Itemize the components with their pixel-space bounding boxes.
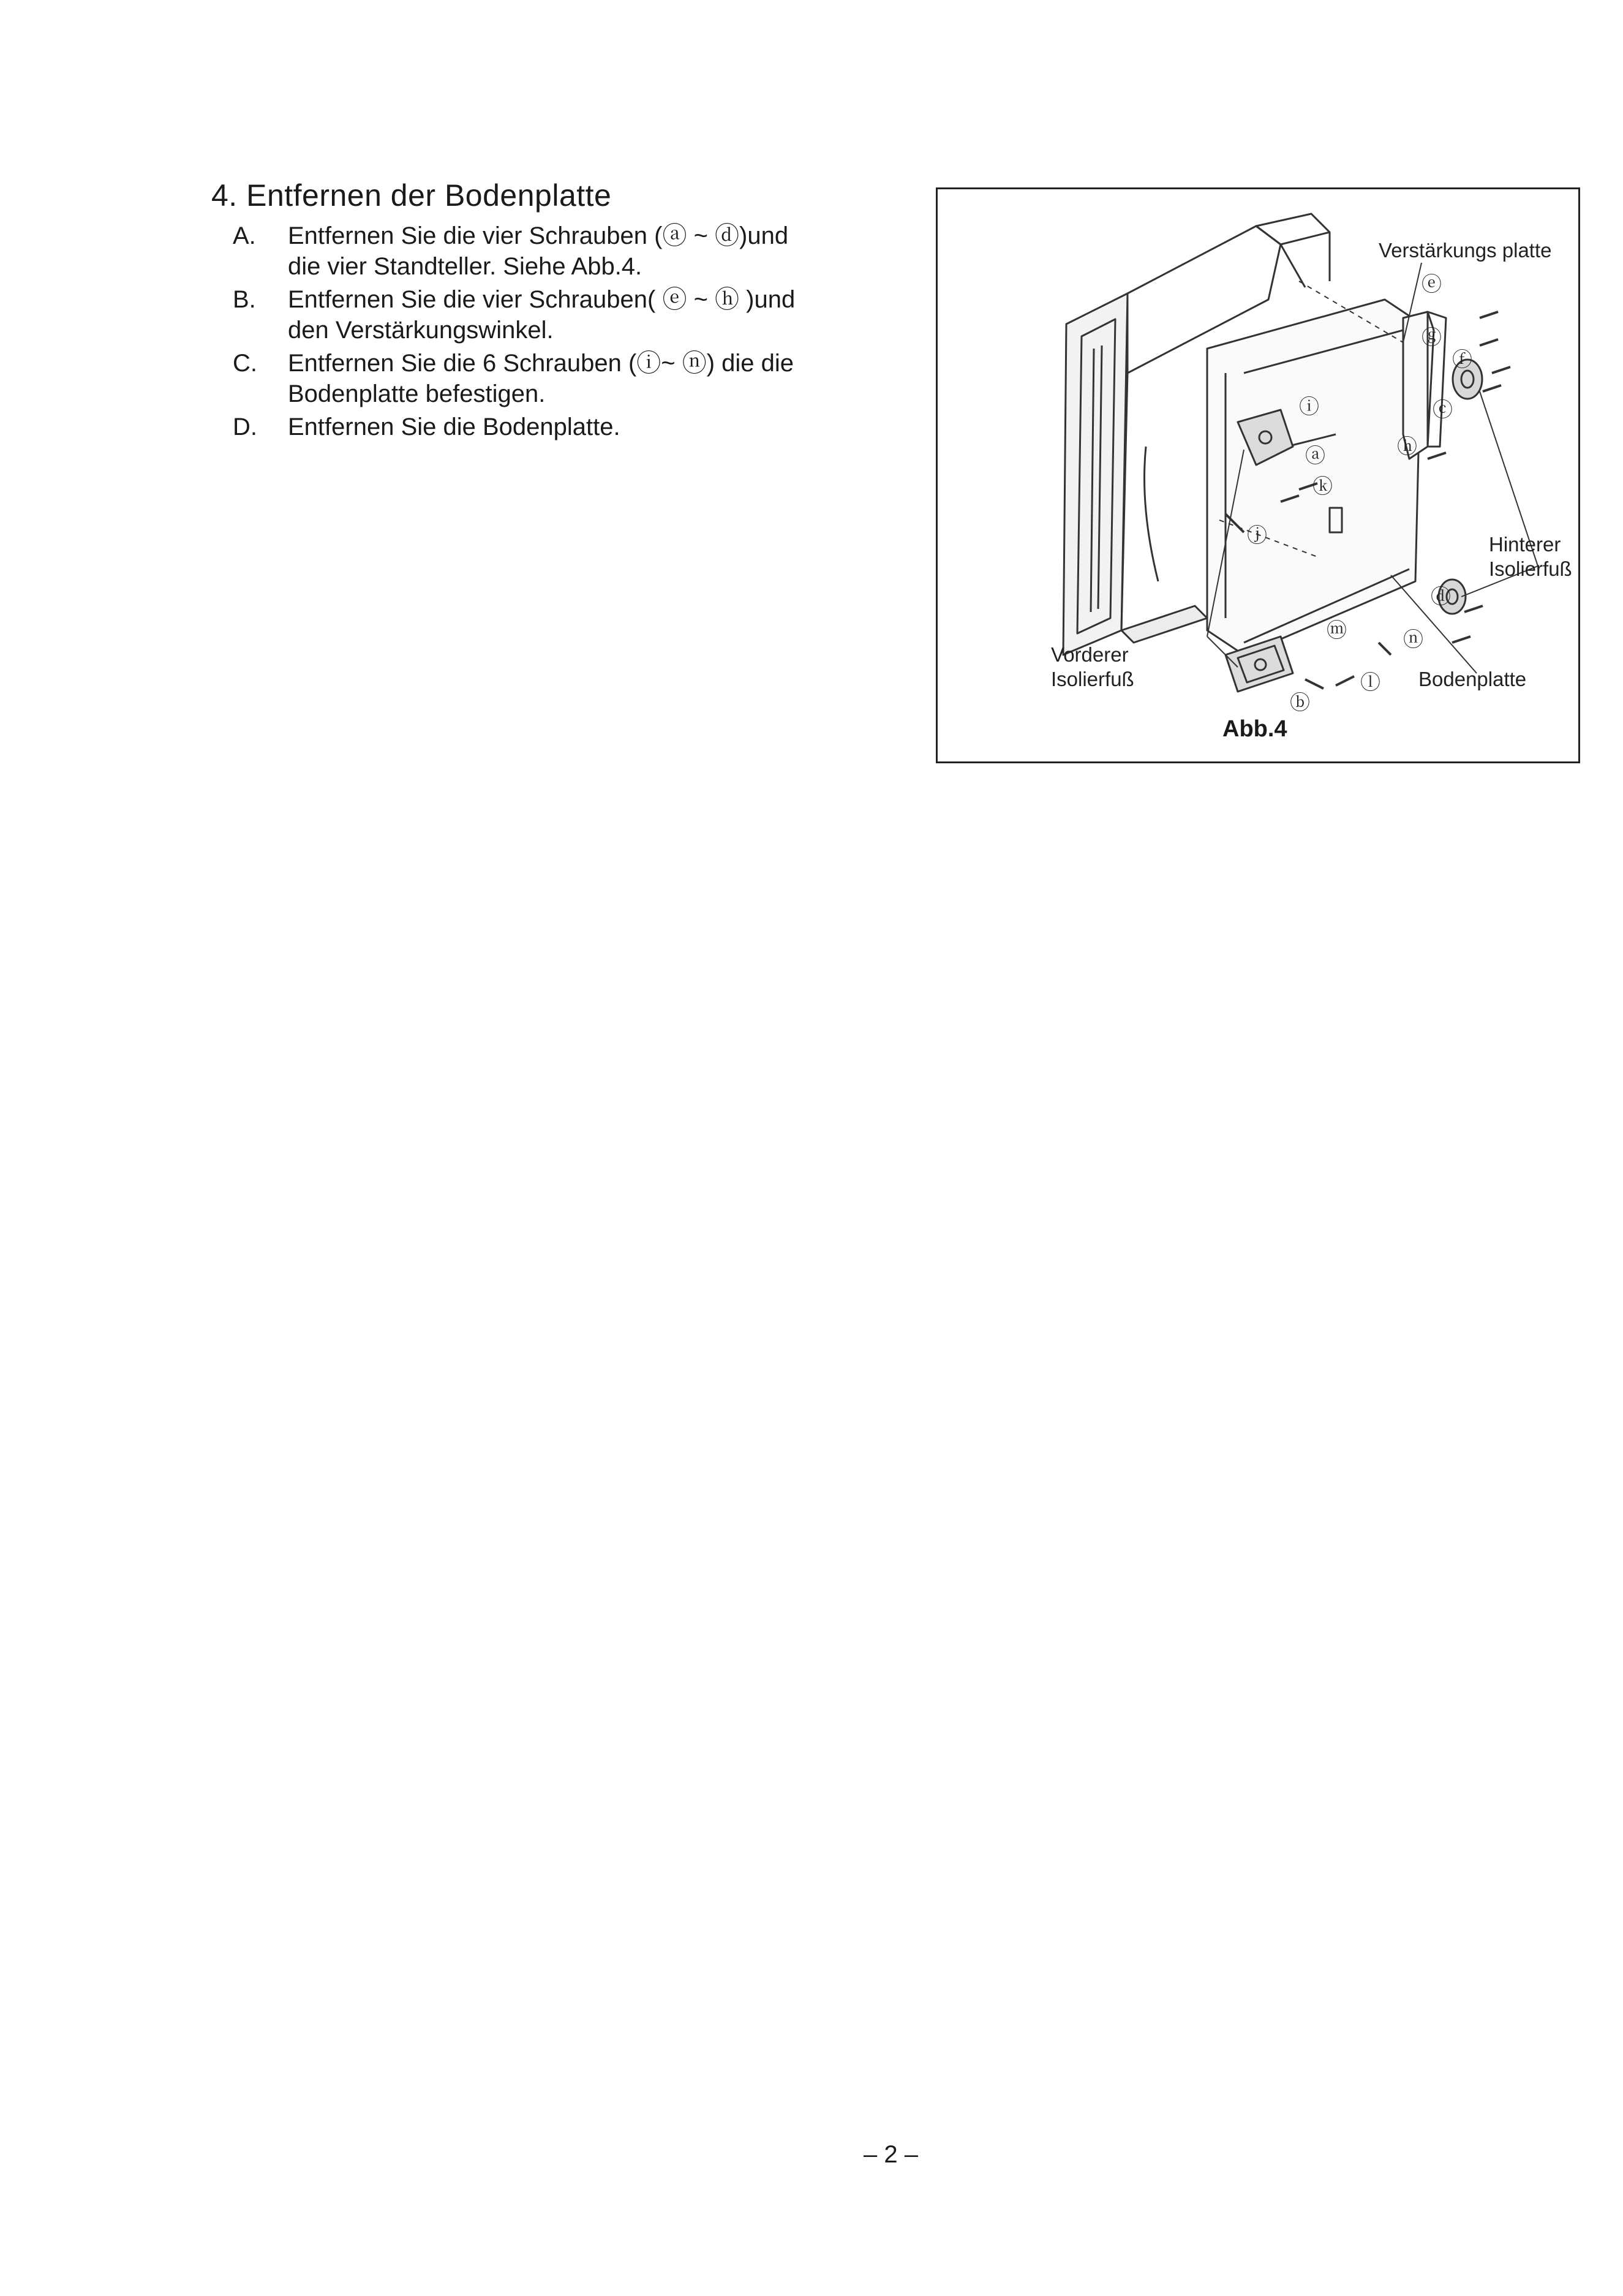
callout-g: ⓖ (1422, 325, 1442, 349)
step-letter: C. (233, 350, 257, 377)
instruction-list (233, 221, 882, 445)
callout-a: ⓐ (1305, 444, 1325, 467)
step-text: die vier Standteller. Siehe Abb.4. (288, 253, 642, 280)
callout-d: ⓓ (1431, 584, 1451, 608)
step-a (233, 221, 882, 282)
callout-h: ⓗ (1397, 434, 1417, 458)
label-vorderer: Vorderer (1051, 643, 1129, 666)
callout-m: ⓜ (1327, 618, 1347, 642)
label-vorderer-isolierfuss: Isolierfuß (1051, 668, 1134, 690)
step-text: Entfernen Sie die vier Schrauben( ⓔ ~ ⓗ )und (288, 286, 796, 313)
step-letter: A. (233, 222, 256, 249)
callout-i: ⓘ (1299, 395, 1319, 418)
step-text: Bodenplatte befestigen. (288, 380, 546, 407)
callout-k: ⓚ (1312, 474, 1333, 498)
step-text: Entfernen Sie die vier Schrauben (ⓐ ~ ⓓ)und (288, 222, 789, 249)
section-title: 4. Entfernen der Bodenplatte (211, 178, 612, 213)
step-text: Entfernen Sie die 6 Schrauben (ⓘ~ ⓝ) die die (288, 350, 794, 377)
callout-f: ⓕ (1452, 347, 1472, 371)
figure-caption: Abb.4 (1222, 716, 1287, 742)
callout-n: ⓝ (1403, 627, 1423, 651)
label-verstaerkungs-platte: Verstärkungs platte (1379, 239, 1552, 262)
label-bodenplatte: Bodenplatte (1418, 668, 1527, 690)
label-hinterer: Hinterer (1489, 533, 1561, 556)
callout-b: ⓑ (1290, 690, 1310, 714)
step-c (233, 348, 882, 409)
step-b (233, 284, 882, 346)
step-d (233, 412, 882, 442)
callout-l: ⓛ (1360, 670, 1380, 694)
callout-e: ⓔ (1422, 272, 1442, 296)
step-letter: D. (233, 414, 257, 440)
figure-abb4 (936, 187, 1580, 763)
step-text: den Verstärkungswinkel. (288, 317, 554, 344)
step-text: Entfernen Sie die Bodenplatte. (288, 414, 620, 440)
callout-c: ⓒ (1433, 398, 1453, 421)
page-number: – 2 – (864, 2141, 918, 2168)
callout-j: ⓙ (1247, 523, 1267, 547)
step-letter: B. (233, 286, 256, 313)
label-hinterer-isolierfuss: Isolierfuß (1489, 557, 1572, 580)
